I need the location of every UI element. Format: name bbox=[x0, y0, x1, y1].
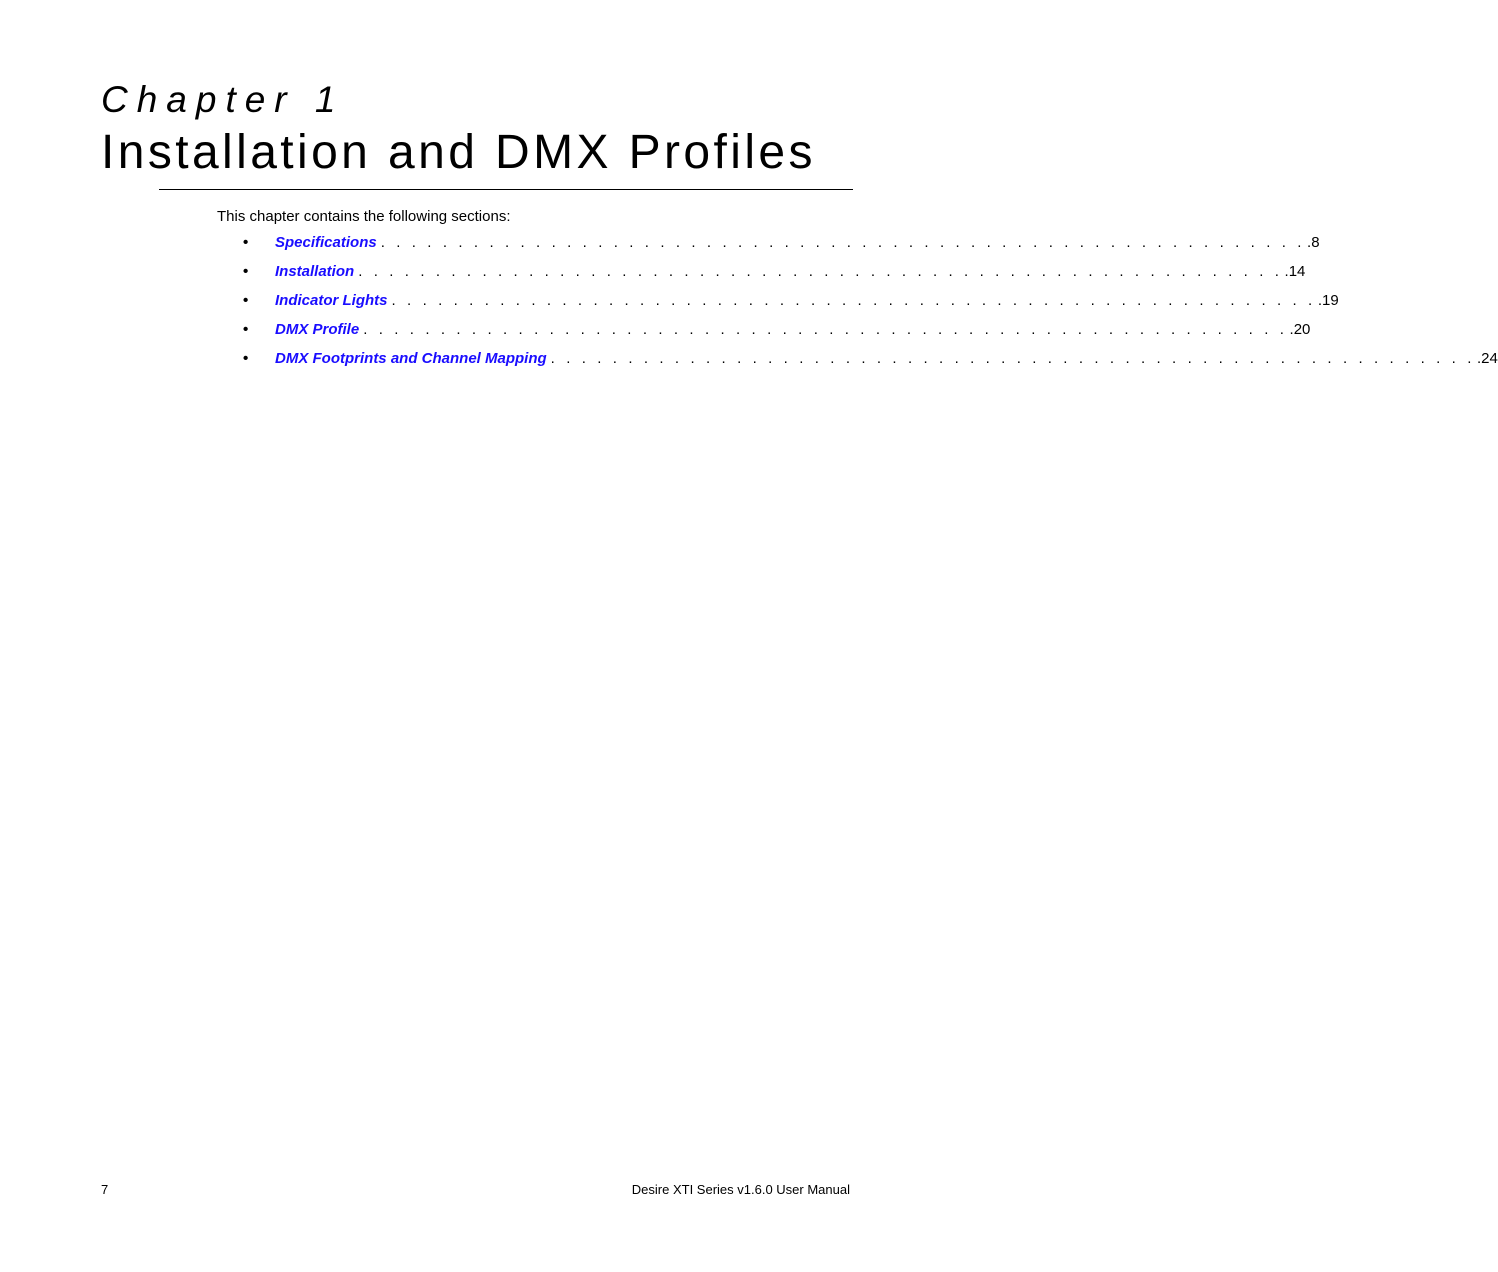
section-list bbox=[243, 233, 1498, 378]
dot-leader: . . . . . . . . . . . . . . . . . . . . . . . . . . . . . . . . . . . . . . . . . . . . . . . . . . . . . . . . . . . . bbox=[391, 292, 1316, 309]
section-page-number: .24 bbox=[1477, 350, 1498, 367]
dot-leader: . . . . . . . . . . . . . . . . . . . . . . . . . . . . . . . . . . . . . . . . . . . . . . . . . . . . . . . . . . . . bbox=[363, 321, 1288, 338]
footer-page-number: 7 bbox=[101, 1182, 109, 1197]
section-item-indicator-lights bbox=[243, 291, 1339, 320]
section-item-dmx-footprints bbox=[243, 349, 1498, 378]
dot-leader: . . . . . . . . . . . . . . . . . . . . . . . . . . . . . . . . . . . . . . . . . . . . . . . . . . . . . . . . . . . . bbox=[550, 350, 1475, 367]
dot-leader: . . . . . . . . . . . . . . . . . . . . . . . . . . . . . . . . . . . . . . . . . . . . . . . . . . . . . . . . . . . . bbox=[358, 263, 1283, 280]
section-page-number: .8 bbox=[1307, 234, 1320, 251]
bullet-icon: • bbox=[243, 292, 249, 309]
bullet-icon: • bbox=[243, 263, 249, 280]
dot-leader: . . . . . . . . . . . . . . . . . . . . . . . . . . . . . . . . . . . . . . . . . . . . . . . . . . . . . . . . . . . . bbox=[380, 234, 1306, 251]
section-link-specifications[interactable]: Specifications bbox=[275, 234, 377, 251]
chapter-label: Chapter 1 bbox=[101, 79, 345, 120]
section-item-installation bbox=[243, 262, 1306, 291]
title-divider bbox=[159, 189, 853, 190]
section-page-number: .14 bbox=[1284, 263, 1306, 280]
section-link-dmx-profile[interactable]: DMX Profile bbox=[275, 321, 360, 338]
section-page-number: .19 bbox=[1317, 292, 1339, 309]
chapter-title: Installation and DMX Profiles bbox=[101, 126, 816, 179]
section-link-installation[interactable]: Installation bbox=[275, 263, 355, 280]
intro-text: This chapter contains the following sections: bbox=[217, 208, 511, 225]
bullet-icon: • bbox=[243, 234, 249, 251]
section-item-dmx-profile bbox=[243, 320, 1311, 349]
section-link-indicator-lights[interactable]: Indicator Lights bbox=[275, 292, 388, 309]
footer-manual-name: Desire XTI Series v1.6.0 User Manual bbox=[631, 1182, 850, 1197]
section-page-number: .20 bbox=[1289, 321, 1311, 338]
bullet-icon: • bbox=[243, 321, 249, 338]
section-link-dmx-footprints[interactable]: DMX Footprints and Channel Mapping bbox=[275, 350, 547, 367]
section-item-specifications bbox=[243, 233, 1320, 262]
bullet-icon: • bbox=[243, 350, 249, 367]
